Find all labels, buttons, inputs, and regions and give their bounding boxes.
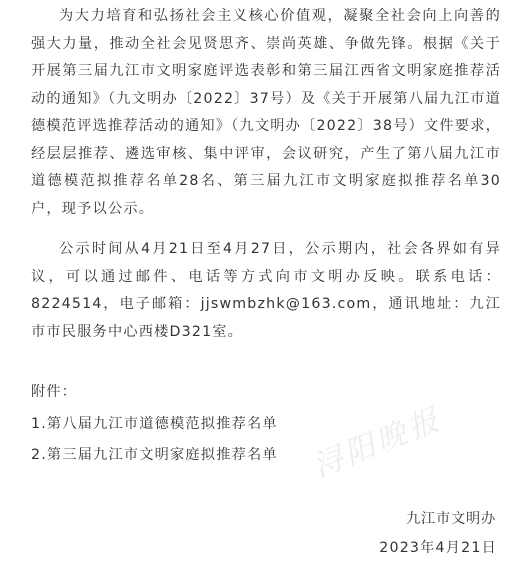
signature-organization: 九江市文明办 — [406, 511, 496, 527]
notice-paragraph-contact: 公示时间从4月21日至4月27日，公示期内，社会各界如有异议，可以通过邮件、电话等方式向市文明办反映。联系电话：8224514，电子邮箱：jjswmbzhk@163.com，通讯地址：九江市市民服务中心西楼D321室。 — [31, 241, 501, 340]
attachment-item-civilized-families[interactable]: 2.第三届九江市文明家庭拟推荐名单 — [31, 447, 278, 463]
notice-paragraph-basis: 为大力培育和弘扬社会主义核心价值观，凝聚全社会向上向善的强大力量，推动全社会见贤思齐、崇尚英雄、争做先锋。根据《关于开展第三届九江市文明家庭评选表彰和第三届江西省文明家庭推荐活动的通知》（九文明办〔2022〕37号）及《关于开展第八届九江市道德模范评选推荐活动的通知》（九文明办〔2022〕38号）文件要求，经层层推荐、遴选审核、集中评审，会议研究，产生了第八届九江市道德模范拟推荐名单28名、第三届九江市文明家庭拟推荐名单30户，现予以公示。 — [31, 8, 501, 217]
attachment-item-moral-models[interactable]: 1.第八届九江市道德模范拟推荐名单 — [31, 416, 278, 432]
watermark: 浔阳晚报 — [307, 401, 448, 485]
attachments-title: 附件： — [31, 384, 78, 400]
signature-date: 2023年4月21日 — [379, 540, 497, 556]
